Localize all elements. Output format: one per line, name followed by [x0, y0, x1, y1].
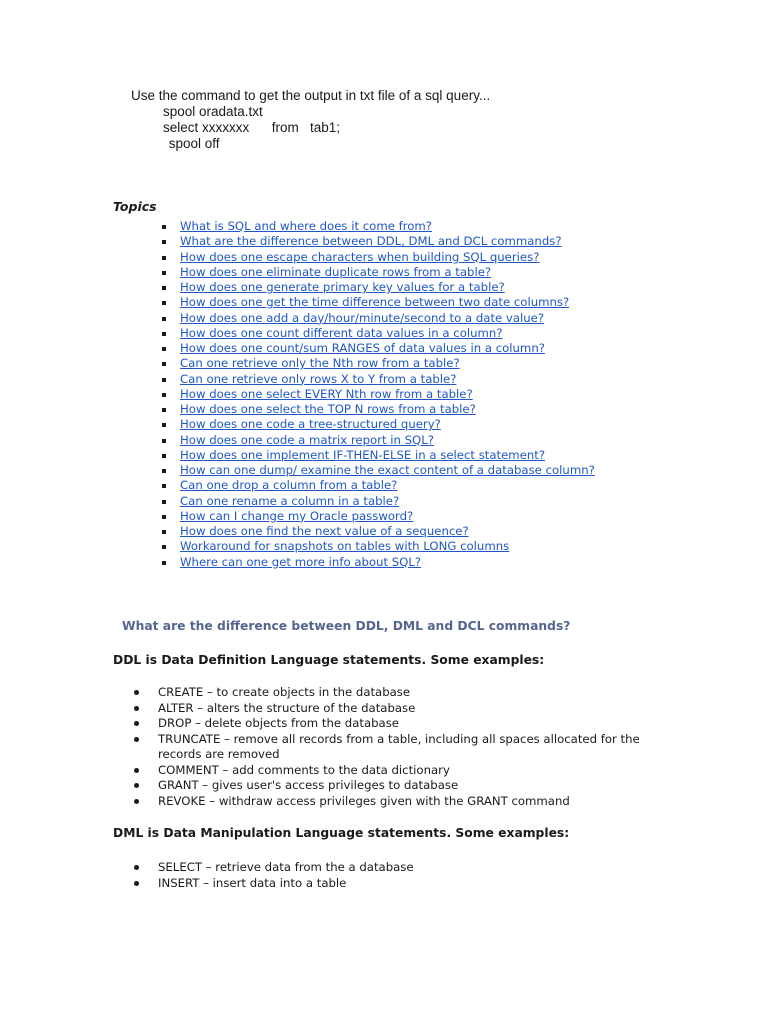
topic-link[interactable]: Where can one get more info about SQL? [180, 554, 422, 569]
topic-link[interactable]: Can one drop a column from a table? [180, 478, 398, 493]
list-item [130, 860, 670, 876]
topic-item [160, 448, 595, 463]
topic-item [160, 250, 595, 265]
square-bullet-icon [162, 332, 166, 336]
square-bullet-icon [162, 530, 166, 534]
square-bullet-icon [162, 378, 166, 382]
square-bullet-icon [162, 500, 166, 504]
bullet-icon [134, 690, 139, 695]
topic-item [160, 326, 595, 341]
topic-item [160, 295, 595, 310]
command-line: spool off [165, 136, 220, 151]
square-bullet-icon [162, 301, 166, 305]
topic-link[interactable]: How does one implement IF-THEN-ELSE in a select statement? [180, 447, 546, 462]
dml-heading: DML is Data Manipulation Language statements. Some examples: [113, 826, 570, 840]
bullet-icon [134, 799, 139, 804]
topic-link[interactable]: Can one retrieve only rows X to Y from a table? [180, 371, 457, 386]
list-item [130, 778, 670, 794]
topics-heading: Topics [113, 199, 157, 214]
command-line: spool oradata.txt [163, 104, 263, 119]
bullet-icon [134, 783, 139, 788]
topic-item [160, 341, 595, 356]
topic-item [160, 509, 595, 524]
topic-link[interactable]: How does one select EVERY Nth row from a table? [180, 386, 473, 401]
list-item [130, 763, 670, 779]
topic-link[interactable]: How can I change my Oracle password? [180, 508, 414, 523]
intro-block [131, 88, 490, 152]
square-bullet-icon [162, 347, 166, 351]
list-item-text: CREATE – to create objects in the database [158, 685, 411, 699]
topic-link[interactable]: How does one get the time difference between two date columns? [180, 295, 570, 310]
topic-link[interactable]: How does one code a matrix report in SQL? [180, 432, 434, 447]
square-bullet-icon [162, 515, 166, 519]
bullet-icon [134, 865, 139, 870]
list-item-text: SELECT – retrieve data from the a database [158, 860, 414, 874]
topic-item [160, 402, 595, 417]
topic-item [160, 463, 595, 478]
bullet-icon [134, 768, 139, 773]
topic-link[interactable]: What is SQL and where does it come from? [180, 219, 433, 233]
topic-item [160, 539, 595, 554]
list-item [130, 794, 670, 810]
intro-text: Use the command to get the output in txt file of a sql query... [131, 88, 491, 103]
square-bullet-icon [162, 317, 166, 321]
ddl-list [130, 685, 670, 809]
dml-list [130, 860, 670, 891]
square-bullet-icon [162, 545, 166, 549]
topic-item [160, 494, 595, 509]
list-item [130, 685, 670, 701]
bullet-icon [134, 881, 139, 886]
topic-item [160, 387, 595, 402]
topic-link[interactable]: How does one escape characters when building SQL queries? [180, 249, 540, 264]
topic-link[interactable]: Can one rename a column in a table? [180, 493, 400, 508]
topic-item [160, 417, 595, 432]
square-bullet-icon [162, 271, 166, 275]
topic-item [160, 234, 595, 249]
topic-link[interactable]: Can one retrieve only the Nth row from a table? [180, 356, 460, 371]
list-item-text: DROP – delete objects from the database [158, 716, 399, 730]
square-bullet-icon [162, 484, 166, 488]
topic-link[interactable]: How does one count different data values in a column? [180, 325, 503, 340]
topic-link[interactable]: How does one count/sum RANGES of data values in a column? [180, 341, 545, 355]
ddl-heading: DDL is Data Definition Language statements. Some examples: [113, 653, 545, 667]
topic-item [160, 478, 595, 493]
square-bullet-icon [162, 454, 166, 458]
topic-item [160, 280, 595, 295]
topic-item [160, 356, 595, 371]
topic-link[interactable]: How does one add a day/hour/minute/second to a date value? [180, 310, 545, 325]
list-item-text: GRANT – gives user's access privileges to database [158, 778, 459, 792]
square-bullet-icon [162, 225, 166, 229]
list-item-text: ALTER – alters the structure of the database [158, 700, 416, 715]
square-bullet-icon [162, 256, 166, 260]
list-item-text: INSERT – insert data into a table [158, 875, 347, 890]
topic-link[interactable]: How does one find the next value of a sequence? [180, 524, 469, 538]
bullet-icon [134, 737, 139, 742]
topic-link[interactable]: How does one generate primary key values for a table? [180, 280, 505, 294]
list-item-text: COMMENT – add comments to the data dictionary [158, 762, 450, 777]
topic-item [160, 311, 595, 326]
square-bullet-icon [162, 423, 166, 427]
bullet-icon [134, 721, 139, 726]
topic-link[interactable]: Workaround for snapshots on tables with LONG columns [180, 539, 510, 554]
topic-item [160, 524, 595, 539]
list-item [130, 876, 670, 892]
square-bullet-icon [162, 240, 166, 244]
square-bullet-icon [162, 286, 166, 290]
square-bullet-icon [162, 393, 166, 397]
bullet-icon [134, 706, 139, 711]
list-item-text: TRUNCATE – remove all records from a table, including all spaces allocated for the records are removed [158, 731, 640, 761]
square-bullet-icon [162, 362, 166, 366]
topic-link[interactable]: How does one select the TOP N rows from a table? [180, 402, 476, 416]
topic-item [160, 433, 595, 448]
topic-item [160, 265, 595, 280]
topic-link[interactable]: How does one eliminate duplicate rows from a table? [180, 264, 492, 279]
square-bullet-icon [162, 561, 166, 565]
topics-list [160, 219, 595, 570]
square-bullet-icon [162, 469, 166, 473]
topic-link[interactable]: How can one dump/ examine the exact content of a database column? [180, 463, 595, 477]
topic-item [160, 555, 595, 570]
list-item-text: REVOKE – withdraw access privileges given with the GRANT command [158, 793, 570, 808]
square-bullet-icon [162, 408, 166, 412]
section-heading: What are the difference between DDL, DML and DCL commands? [122, 619, 571, 633]
topic-link[interactable]: What are the difference between DDL, DML and DCL commands? [180, 234, 562, 249]
command-line: select xxxxxxx from tab1; [163, 120, 341, 135]
square-bullet-icon [162, 439, 166, 443]
list-item [130, 716, 670, 732]
list-item [130, 701, 670, 717]
list-item [130, 732, 670, 763]
topic-item [160, 219, 595, 234]
topic-item [160, 372, 595, 387]
topic-link[interactable]: How does one code a tree-structured query? [180, 417, 441, 432]
